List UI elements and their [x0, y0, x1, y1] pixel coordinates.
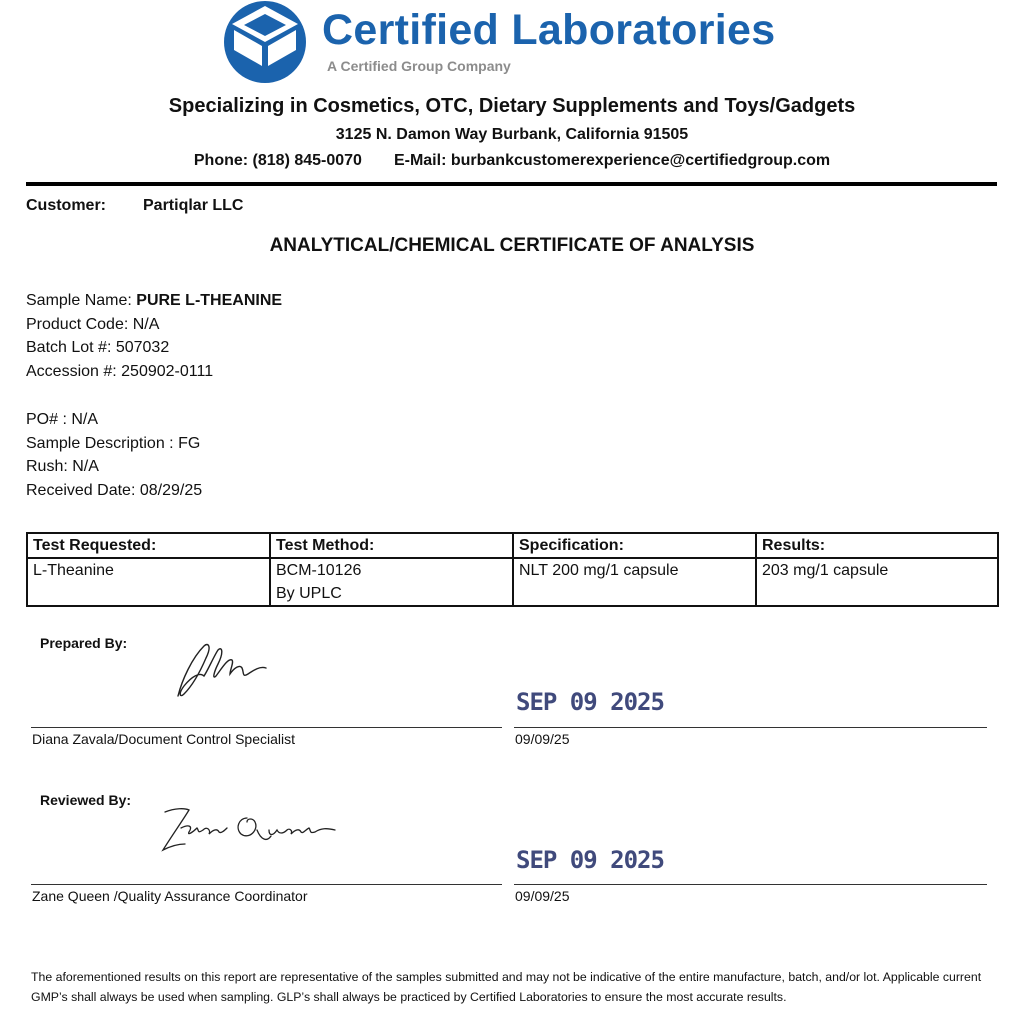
header-results: Results: — [756, 533, 998, 558]
document-title: ANALYTICAL/CHEMICAL CERTIFICATE OF ANALYSIS — [269, 235, 755, 256]
received-date: Received Date: 08/29/25 — [26, 482, 203, 500]
batch-lot: Batch Lot #: 507032 — [26, 339, 170, 357]
company-logo — [222, 0, 802, 84]
cell-specification: NLT 200 mg/1 capsule — [513, 558, 756, 606]
prepared-by-label: Prepared By: — [40, 635, 128, 651]
reviewed-date: 09/09/25 — [515, 888, 570, 904]
brand-tagline: A Certified Group Company — [327, 58, 511, 74]
order-info-block — [26, 408, 202, 503]
disclaimer-text: The aforementioned results on this report are representative of the samples submitted and may not be indicative of the entire manufacture, batch, and/or lot. Applicable current GMP’s shall always be used when sampling. GLP’s shall always be practiced by Certified Laboratories to ensure the most accurate results. — [31, 970, 982, 1004]
reviewed-signature-icon — [155, 800, 345, 860]
cell-method — [270, 558, 513, 606]
method-technique: By UPLC — [276, 585, 342, 602]
prepared-date-stamp: SEP 09 2025 — [516, 688, 664, 716]
cell-test: L-Theanine — [27, 558, 270, 606]
customer-value: Partiqlar LLC — [143, 197, 244, 214]
address-line: 3125 N. Damon Way Burbank, California 91505 — [335, 126, 689, 143]
method-code: BCM-10126 — [276, 562, 362, 579]
sample-name-label: Sample Name: — [26, 292, 137, 309]
accession-number: Accession #: 250902-0111 — [26, 363, 214, 381]
certified-laboratories-logo-icon — [222, 0, 308, 84]
cell-result: 203 mg/1 capsule — [756, 558, 998, 606]
brand-name: Certified Laboratories — [322, 6, 776, 54]
results-table — [26, 532, 999, 607]
prepared-name-title: Diana Zavala/Document Control Specialist — [32, 731, 296, 747]
product-code: Product Code: N/A — [26, 315, 160, 333]
reviewed-name-title: Zane Queen /Quality Assurance Coordinator — [32, 888, 308, 904]
reviewed-date-line — [514, 884, 987, 885]
header-test-requested: Test Requested: — [27, 533, 270, 558]
reviewed-signature-line — [31, 884, 502, 885]
sample-info-block — [26, 289, 282, 384]
prepared-date: 09/09/25 — [515, 731, 570, 747]
customer-label: Customer: — [26, 197, 107, 214]
phone-text: Phone: (818) 845-0070 — [193, 152, 362, 169]
header-divider — [26, 182, 997, 186]
contact-line — [0, 152, 1024, 170]
table-row — [27, 558, 998, 606]
po-number: PO# : N/A — [26, 411, 99, 428]
table-header-row — [27, 533, 998, 558]
specialization-line: Specializing in Cosmetics, OTC, Dietary Supplements and Toys/Gadgets — [168, 95, 856, 117]
reviewed-by-label: Reviewed By: — [40, 792, 132, 808]
sample-name-value: PURE L-THEANINE — [136, 292, 283, 309]
email-text: E-Mail: burbankcustomerexperience@certifiedgroup.com — [393, 152, 831, 169]
prepared-signature-line — [31, 727, 502, 728]
header-specification: Specification: — [513, 533, 756, 558]
sample-description: Sample Description : FG — [26, 434, 201, 452]
sample-name — [26, 289, 282, 313]
prepared-signature-icon — [170, 636, 275, 704]
reviewed-date-stamp: SEP 09 2025 — [516, 846, 664, 874]
header-test-method: Test Method: — [270, 533, 513, 558]
prepared-date-line — [514, 727, 987, 728]
rush-status: Rush: N/A — [26, 458, 99, 476]
